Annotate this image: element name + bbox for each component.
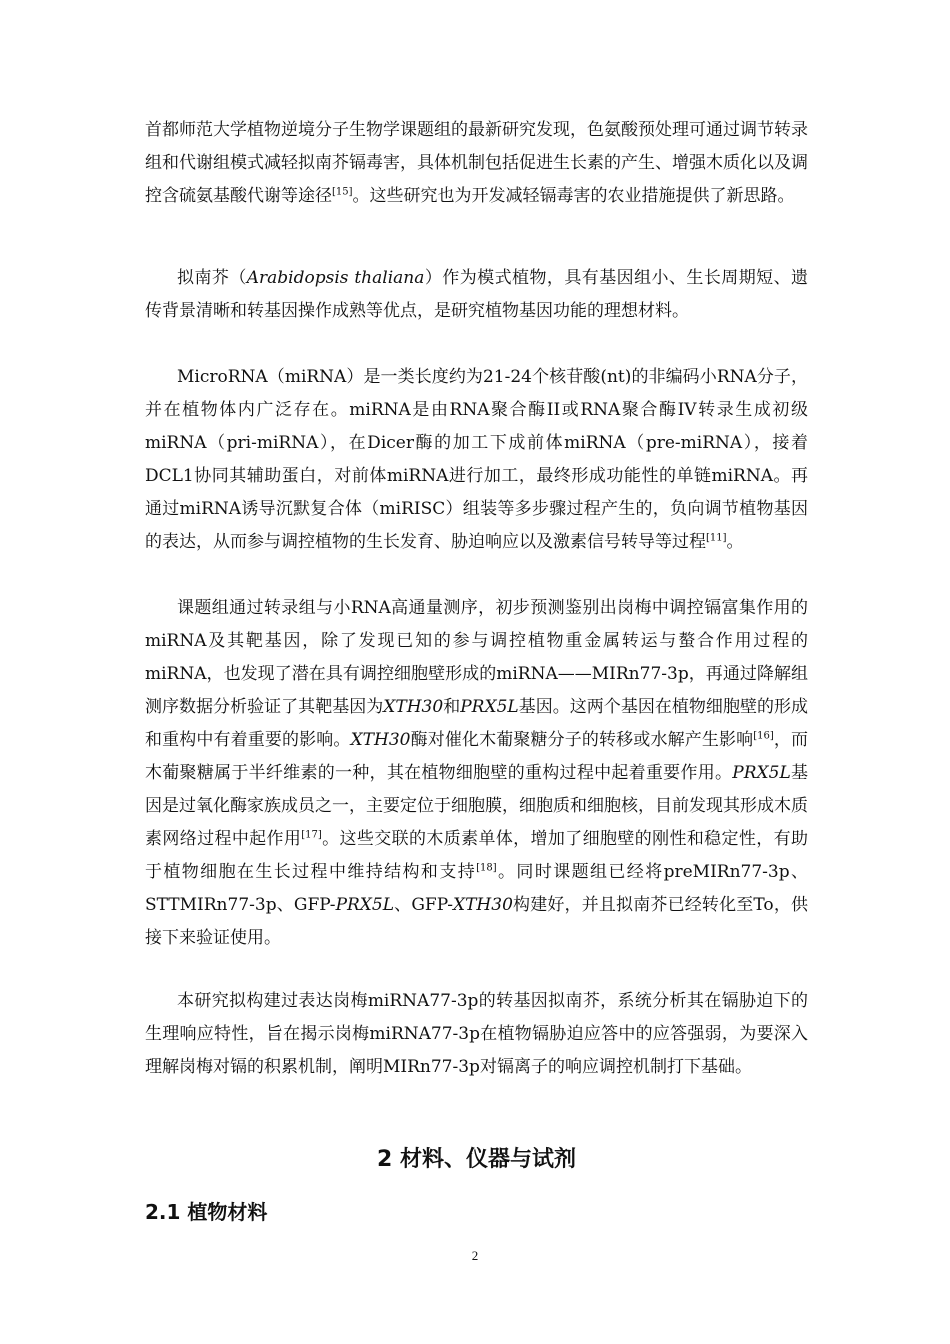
italic-term: XTH30 — [350, 730, 411, 750]
paragraph-microrna — [145, 361, 808, 559]
citation-ref: [18] — [476, 862, 497, 874]
text-run: 、GFP- — [394, 895, 453, 915]
italic-term: PRX5L — [732, 763, 791, 783]
text-run: 本研究拟构建过表达岗梅miRNA77-3p的转基因拟南芥，系统分析其在镉胁迫下的生理响应特性，旨在揭示岗梅miRNA77-3p在植物镉胁迫应答中的应答强弱，为要深入理解岗梅对镉的积累机制，阐明MIRn77-3p对镉离子的响应调控机制打下基础。 — [145, 991, 808, 1077]
text-run: 和 — [443, 697, 461, 717]
citation-ref: [11] — [706, 532, 727, 544]
italic-term: PRX5L — [460, 697, 519, 717]
paragraph-arabidopsis — [145, 262, 808, 328]
italic-term: Arabidopsis thaliana — [246, 268, 425, 288]
text-run: 构建好，并且拟南芥已经转化至To，供接下来验证使用。 — [145, 895, 808, 948]
text-run: 拟南芥（ — [177, 268, 247, 288]
paragraph-study-aim — [145, 985, 808, 1084]
subsection-heading: 2.1 植物材料 — [145, 1200, 268, 1224]
italic-term: PRX5L — [335, 895, 395, 915]
text-run: 基因。这两个基因在植物细胞壁的形成和重构中有着重要的影响。 — [145, 697, 809, 750]
citation-ref: [15] — [332, 186, 353, 198]
italic-term: XTH30 — [452, 895, 513, 915]
text-run: MicroRNA（miRNA）是一类长度约为21-24个核苷酸(nt)的非编码小RNA分子，并在植物体内广泛存在。miRNA是由RNA聚合酶II或RNA聚合酶IV转录生成初级miRNA（pri-miRNA），在Dicer酶的加工下成前体miRNA（pre-miRNA），接着DCL1协同其辅助蛋白，对前体miRNA进行加工，最终形成功能性的单链miRNA。再通过miRNA诱导沉默复合体（miRISC）组装等多步骤过程产生的，负向调节植物基因的表达，从而参与调控植物的生长发育、胁迫响应以及激素信号转导等过程 — [145, 367, 808, 552]
text-run: ）作为模式植物，具有基因组小、生长周期短、遗传背景清晰和转基因操作成熟等优点，是研究植物基因功能的理想材料。 — [145, 268, 809, 321]
text-run: 。 — [726, 532, 744, 552]
text-run: 。同时课题组已经将preMIRn77-3p、STTMIRn77-3p、GFP- — [145, 862, 808, 915]
paragraph-cadmium-tryptophan — [145, 114, 808, 213]
citation-ref: [17] — [301, 829, 322, 841]
citation-ref: [16] — [753, 730, 774, 742]
text-run: 。这些研究也为开发减轻镉毒害的农业措施提供了新思路。 — [352, 186, 795, 206]
text-run: ，而木葡聚糖属于半纤维素的一种，其在植物细胞壁的重构过程中起着重要作用。 — [145, 730, 809, 783]
section-heading: 2 材料、仪器与试剂 — [377, 1147, 576, 1172]
paragraph-research-group — [145, 592, 808, 955]
text-run: 酶对催化木葡聚糖分子的转移或水解产生影响 — [410, 730, 754, 750]
text-run: 课题组通过转录组与小RNA高通量测序，初步预测鉴别出岗梅中调控镉富集作用的miRNA及其靶基因，除了发现已知的参与调控植物重金属转运与螯合作用过程的miRNA，也发现了潜在具有调控细胞壁形成的miRNA——MIRn77-3p，再通过降解组测序数据分析验证了其靶基因为 — [145, 598, 808, 717]
text-run: 。这些交联的木质素单体，增加了细胞壁的刚性和稳定性，有助于植物细胞在生长过程中维持结构和支持 — [145, 829, 809, 882]
text-run: 首都师范大学植物逆境分子生物学课题组的最新研究发现，色氨酸预处理可通过调节转录组和代谢组模式减轻拟南芥镉毒害，具体机制包括促进生长素的产生、增强木质化以及调控含硫氨基酸代谢等途径 — [145, 120, 808, 206]
text-run: 基因是过氧化酶家族成员之一，主要定位于细胞膜，细胞质和细胞核，目前发现其形成木质素网络过程中起作用 — [145, 763, 809, 849]
italic-term: XTH30 — [383, 697, 444, 717]
page-number: 2 — [471, 1248, 479, 1263]
